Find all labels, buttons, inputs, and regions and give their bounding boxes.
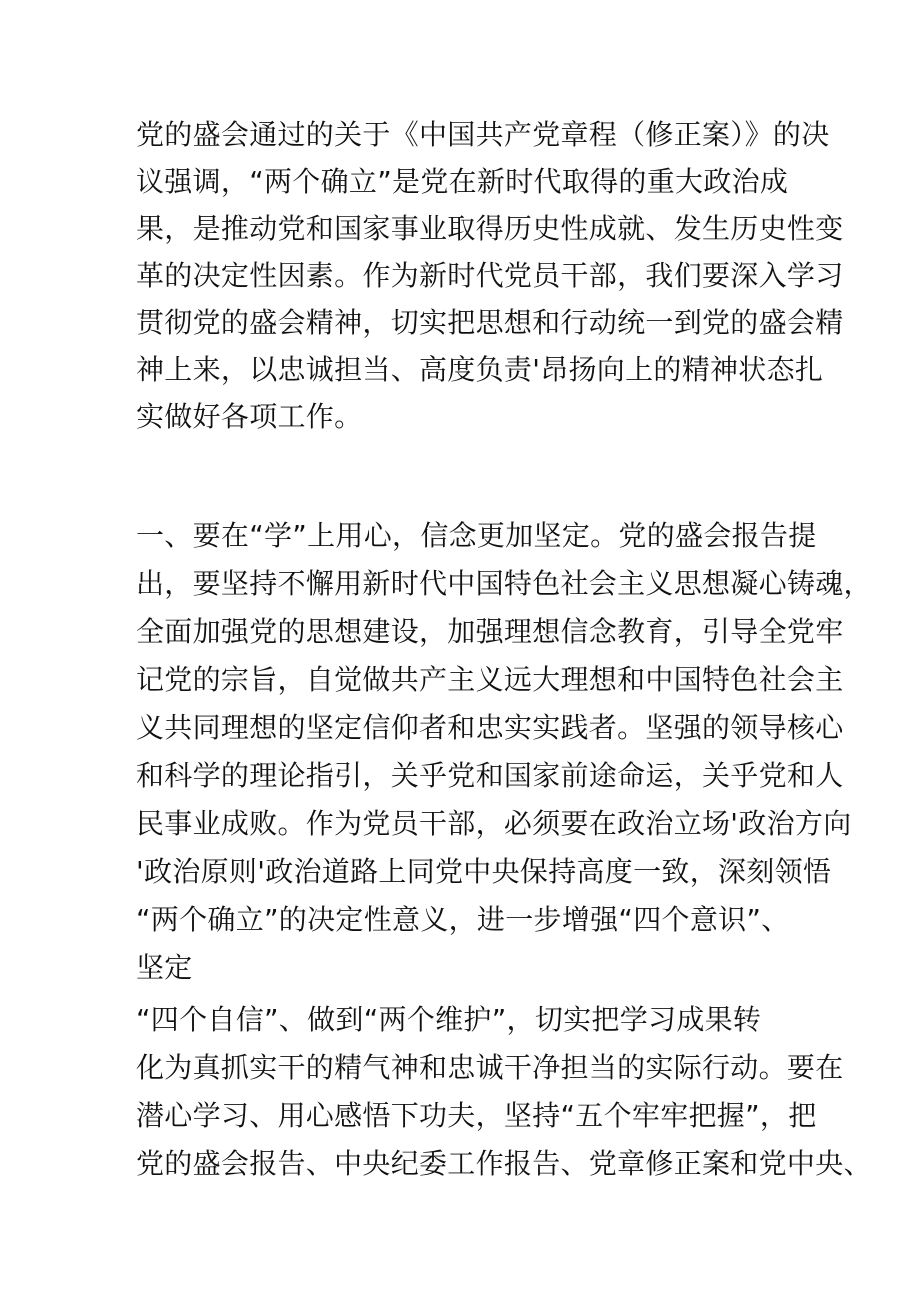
text-line: 党的盛会报告、中央纪委工作报告、党章修正案和党中央、 xyxy=(136,1147,872,1180)
text-line: 实做好各项工作。 xyxy=(136,400,363,433)
text-line: 坚定 xyxy=(136,951,193,984)
text-line: 议强调，“两个确立”是党在新时代取得的重大政治成 xyxy=(136,165,789,198)
text-line: 革的决定性因素。作为新时代党员干部，我们要深入学习 xyxy=(136,259,844,292)
text-line: 全面加强党的思想建设，加强理想信念教育，引导全党牢 xyxy=(136,615,844,648)
text-line: “四个自信”、做到“两个维护”，切实把学习成果转 xyxy=(136,1003,762,1036)
text-line: 和科学的理论指引，关乎党和国家前途命运，关乎党和人 xyxy=(136,759,844,792)
text-line: “两个确立”的决定性意义，进一步增强“四个意识”、 xyxy=(136,903,790,936)
text-line: 党的盛会通过的关于《中国共产党章程（修正案）》的决 xyxy=(136,118,830,151)
section-heading-line: 一、要在“学”上用心，信念更加坚定。党的盛会报告提 xyxy=(136,519,817,552)
text-line: 潜心学习、用心感悟下功夫，坚持“五个牢牢把握”，把 xyxy=(136,1099,817,1132)
text-line: 义共同理想的坚定信仰者和忠实实践者。坚强的领导核心 xyxy=(136,711,844,744)
text-line: 贯彻党的盛会精神，切实把思想和行动统一到党的盛会精 xyxy=(136,306,844,339)
text-line: '政治原则'政治道路上同党中央保持高度一致，深刻领悟 xyxy=(136,855,832,888)
text-line: 出，要坚持不懈用新时代中国特色社会主义思想凝心铸魂， xyxy=(136,567,872,600)
text-line: 神上来，以忠诚担当、高度负责'昂扬向上的精神状态扎 xyxy=(136,353,824,386)
text-line: 化为真抓实干的精气神和忠诚干净担当的实际行动。要在 xyxy=(136,1051,844,1084)
text-line: 记党的宗旨，自觉做共产主义远大理想和中国特色社会主 xyxy=(136,663,844,696)
text-line: 民事业成败。作为党员干部，必须要在政治立场'政治方向 xyxy=(136,807,852,840)
text-line: 果，是推动党和国家事业取得历史性成就、发生历史性变 xyxy=(136,212,844,245)
